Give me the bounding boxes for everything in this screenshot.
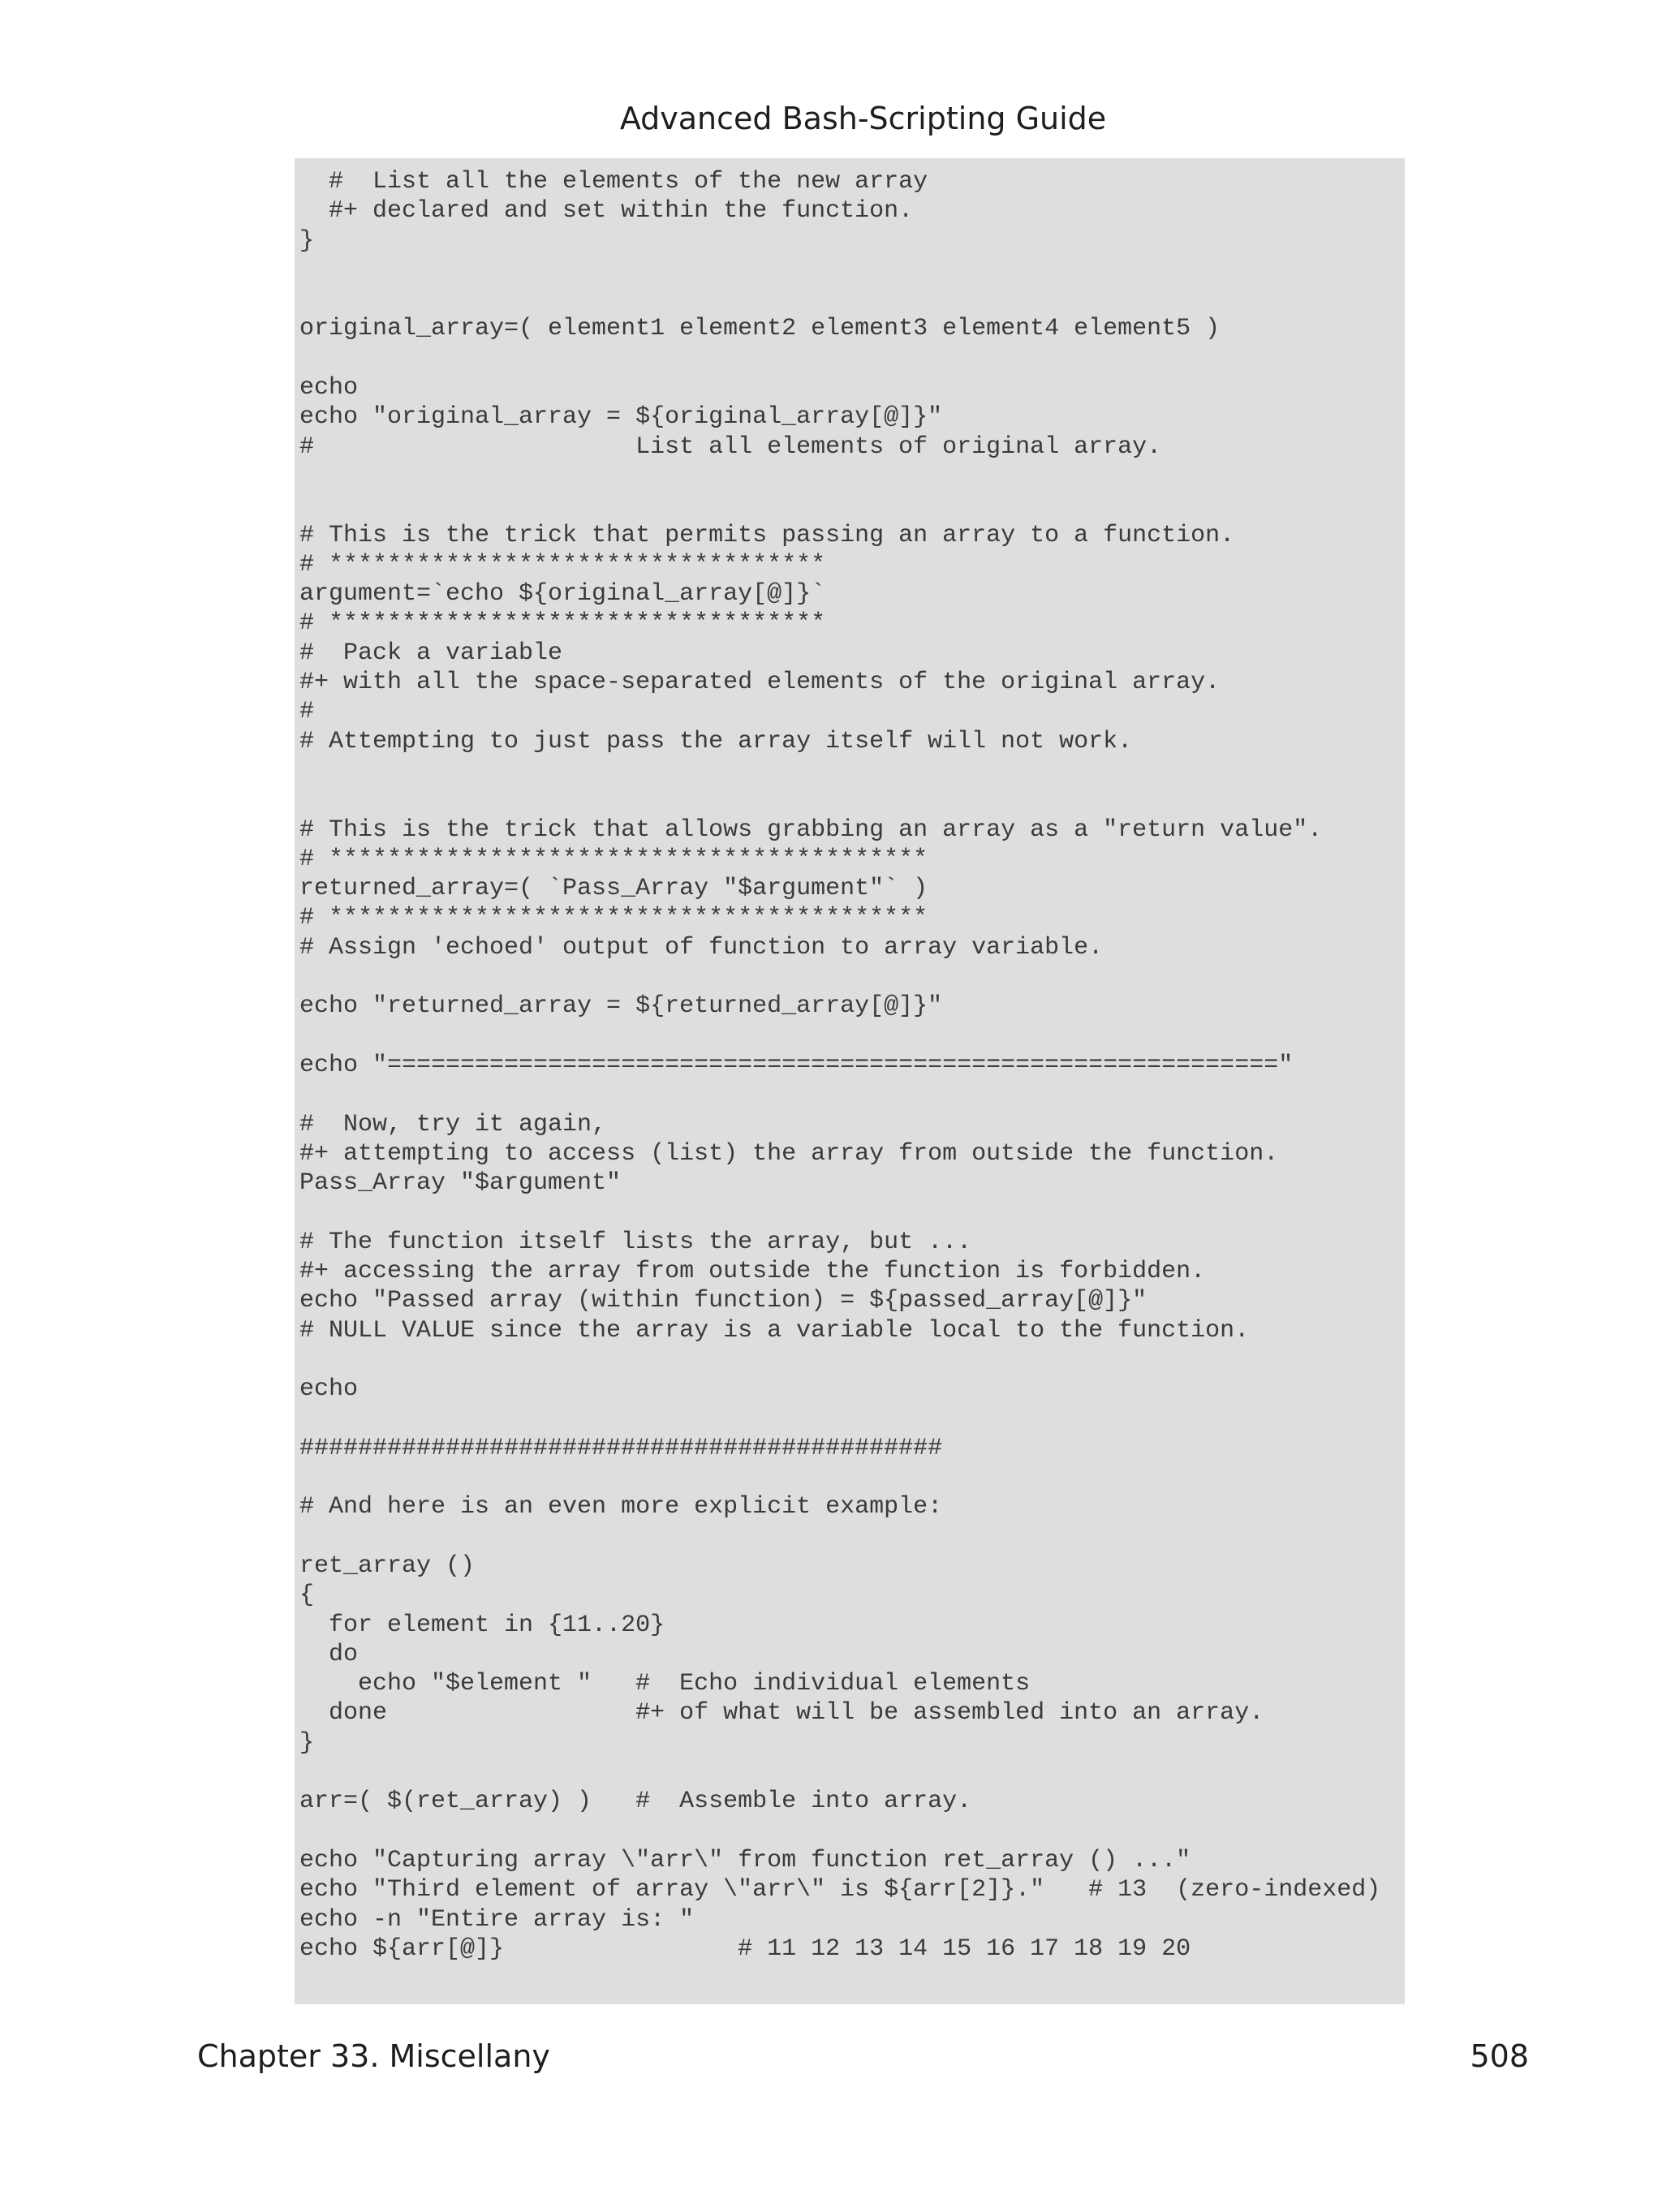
footer-page-number: 508 — [1470, 2038, 1529, 2074]
code-listing: # List all the elements of the new array #+ declared and set within the function. } original_array=( element1 element2 element3 element4 element5 ) echo echo "original_array = ${original_array[@]}" # List all elements of original array. # This is the trick that permits passing an array to a function. # ********************************** argument=`echo ${original_array[@]}` # ********************************** # Pack a variable #+ with all the space-separated elements of the original array. # # Attempting to just pass the array itself will not work. # This is the trick that allows grabbing an array as a "return value". # ***************************************** returned_array=( `Pass_Array "$argument"` ) # ***************************************** # Assign 'echoed' output of function to array variable. echo "returned_array = ${returned_array[@]}" echo "=============================================================" # Now, try it again, #+ attempting to access (list) the array from outside the function. Pass_Array "$argument" # The function itself lists the array, but ... #+ accessing the array from outside the function is forbidden. echo "Passed array (within function) = ${passed_array[@]}" # NULL VALUE since the array is a variable local to the function. echo ############################################ # And here is an even more explicit example: ret_array () { for element in {11..20} do echo "$element " # Echo individual elements done #+ of what will be assembled into an array. } arr=( $(ret_array) ) # Assemble into array. echo "Capturing array \"arr\" from function ret_array () ..." echo "Third element of array \"arr\" is ${arr[2]}." # 13 (zero-indexed) echo -n "Entire array is: " echo ${arr[@]} # 11 12 13 14 15 16 17 18 19 20 — [299, 168, 1381, 1963]
page-header-title: Advanced Bash-Scripting Guide — [619, 101, 1107, 136]
footer-chapter-title: Chapter 33. Miscellany — [197, 2038, 550, 2074]
